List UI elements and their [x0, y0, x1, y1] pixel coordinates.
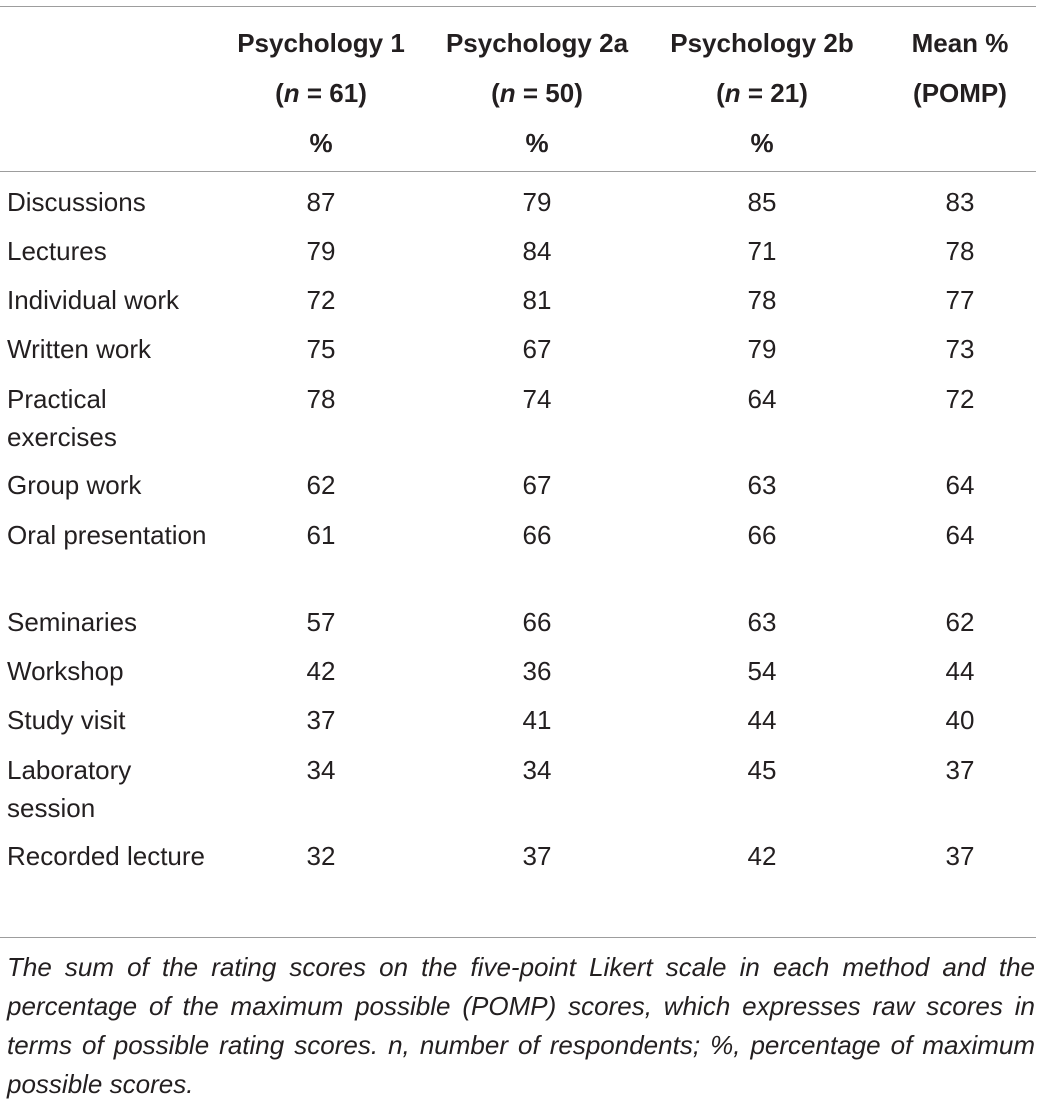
- cell-psychology-2b: 79: [747, 334, 777, 364]
- cell-psychology-1: 61: [306, 520, 336, 550]
- n-symbol: n: [283, 78, 300, 108]
- header-title: Psychology 2b: [670, 28, 854, 58]
- cell-psychology-2a: 34: [522, 755, 552, 785]
- row-label: Laboratory session: [7, 755, 132, 823]
- header-unit: %: [525, 128, 549, 158]
- header-psychology-2a: [425, 18, 649, 168]
- cell-mean-pomp: 64: [945, 470, 975, 500]
- header-unit: %: [750, 128, 774, 158]
- header-title: Psychology 2a: [445, 28, 629, 58]
- cell-mean-pomp: 62: [945, 607, 975, 637]
- cell-psychology-2b: 45: [747, 755, 777, 785]
- cell-psychology-2a: 41: [522, 705, 552, 735]
- cell-psychology-2a: 66: [522, 520, 552, 550]
- cell-psychology-2a: 36: [522, 656, 552, 686]
- cell-psychology-2b: 66: [747, 520, 777, 550]
- cell-psychology-2a: 74: [522, 384, 552, 414]
- cell-psychology-2a: 84: [522, 236, 552, 266]
- cell-psychology-1: 78: [306, 384, 336, 414]
- row-label: Lectures: [7, 236, 107, 266]
- row-label: Individual work: [7, 285, 179, 315]
- n-symbol: n: [724, 78, 741, 108]
- cell-psychology-1: 75: [306, 334, 336, 364]
- header-n: [648, 68, 876, 118]
- cell-psychology-2b: 42: [747, 841, 777, 871]
- header-subtitle: (POMP): [913, 78, 1007, 108]
- cell-psychology-1: 62: [306, 470, 336, 500]
- cell-psychology-2b: 63: [747, 470, 777, 500]
- row-label: Discussions: [7, 187, 146, 217]
- header-unit: %: [309, 128, 333, 158]
- row-label: Recorded lecture: [7, 841, 205, 871]
- cell-mean-pomp: 40: [945, 705, 975, 735]
- cell-psychology-2b: 44: [747, 705, 777, 735]
- n-count: = 61): [299, 78, 367, 108]
- cell-psychology-2b: 63: [747, 607, 777, 637]
- cell-mean-pomp: 73: [945, 334, 975, 364]
- cell-psychology-2a: 79: [522, 187, 552, 217]
- cell-mean-pomp: 37: [945, 841, 975, 871]
- top-rule: [0, 6, 1036, 7]
- cell-psychology-2b: 64: [747, 384, 777, 414]
- cell-psychology-1: 32: [306, 841, 336, 871]
- cell-psychology-1: 42: [306, 656, 336, 686]
- cell-psychology-2a: 81: [522, 285, 552, 315]
- cell-psychology-2a: 67: [522, 470, 552, 500]
- cell-mean-pomp: 78: [945, 236, 975, 266]
- cell-psychology-2a: 67: [522, 334, 552, 364]
- row-label: Study visit: [7, 705, 126, 735]
- cell-psychology-1: 57: [306, 607, 336, 637]
- row-label: Group work: [7, 470, 142, 500]
- header-n: [425, 68, 649, 118]
- row-label: Practical exercises: [7, 384, 117, 452]
- n-count: = 50): [515, 78, 583, 108]
- row-label: Workshop: [7, 656, 124, 686]
- cell-psychology-2b: 78: [747, 285, 777, 315]
- header-psychology-2b: [648, 18, 876, 168]
- cell-psychology-2a: 37: [522, 841, 552, 871]
- cell-mean-pomp: 64: [945, 520, 975, 550]
- table-footnote: The sum of the rating scores on the five-point Likert scale in each method and the percentage of the maximum possible (POMP) scores, which expresses raw scores in terms of possible rating scores. n, number of respondents; %, percentage of maximum possible scores.: [7, 952, 1035, 1099]
- bottom-rule: [0, 937, 1036, 938]
- cell-mean-pomp: 72: [945, 384, 975, 414]
- open-paren: (: [491, 78, 500, 108]
- cell-mean-pomp: 37: [945, 755, 975, 785]
- header-title: Psychology 1: [237, 28, 405, 58]
- cell-mean-pomp: 83: [945, 187, 975, 217]
- cell-psychology-1: 72: [306, 285, 336, 315]
- header-psychology-1: [200, 18, 442, 168]
- cell-psychology-1: 34: [306, 755, 336, 785]
- cell-mean-pomp: 44: [945, 656, 975, 686]
- row-label: Seminaries: [7, 607, 138, 637]
- row-label: Written work: [7, 334, 151, 364]
- header-rule: [0, 171, 1036, 172]
- open-paren: (: [716, 78, 725, 108]
- cell-psychology-2a: 66: [522, 607, 552, 637]
- cell-psychology-2b: 54: [747, 656, 777, 686]
- header-n: [200, 68, 442, 118]
- cell-psychology-1: 79: [306, 236, 336, 266]
- n-count: = 21): [740, 78, 808, 108]
- cell-psychology-1: 87: [306, 187, 336, 217]
- n-symbol: n: [499, 78, 516, 108]
- cell-psychology-1: 37: [306, 705, 336, 735]
- header-mean-pomp: [880, 18, 1040, 118]
- cell-psychology-2b: 85: [747, 187, 777, 217]
- header-title: Mean %: [911, 28, 1009, 58]
- cell-psychology-2b: 71: [747, 236, 777, 266]
- row-label: Oral presentation: [7, 520, 207, 550]
- cell-mean-pomp: 77: [945, 285, 975, 315]
- open-paren: (: [275, 78, 284, 108]
